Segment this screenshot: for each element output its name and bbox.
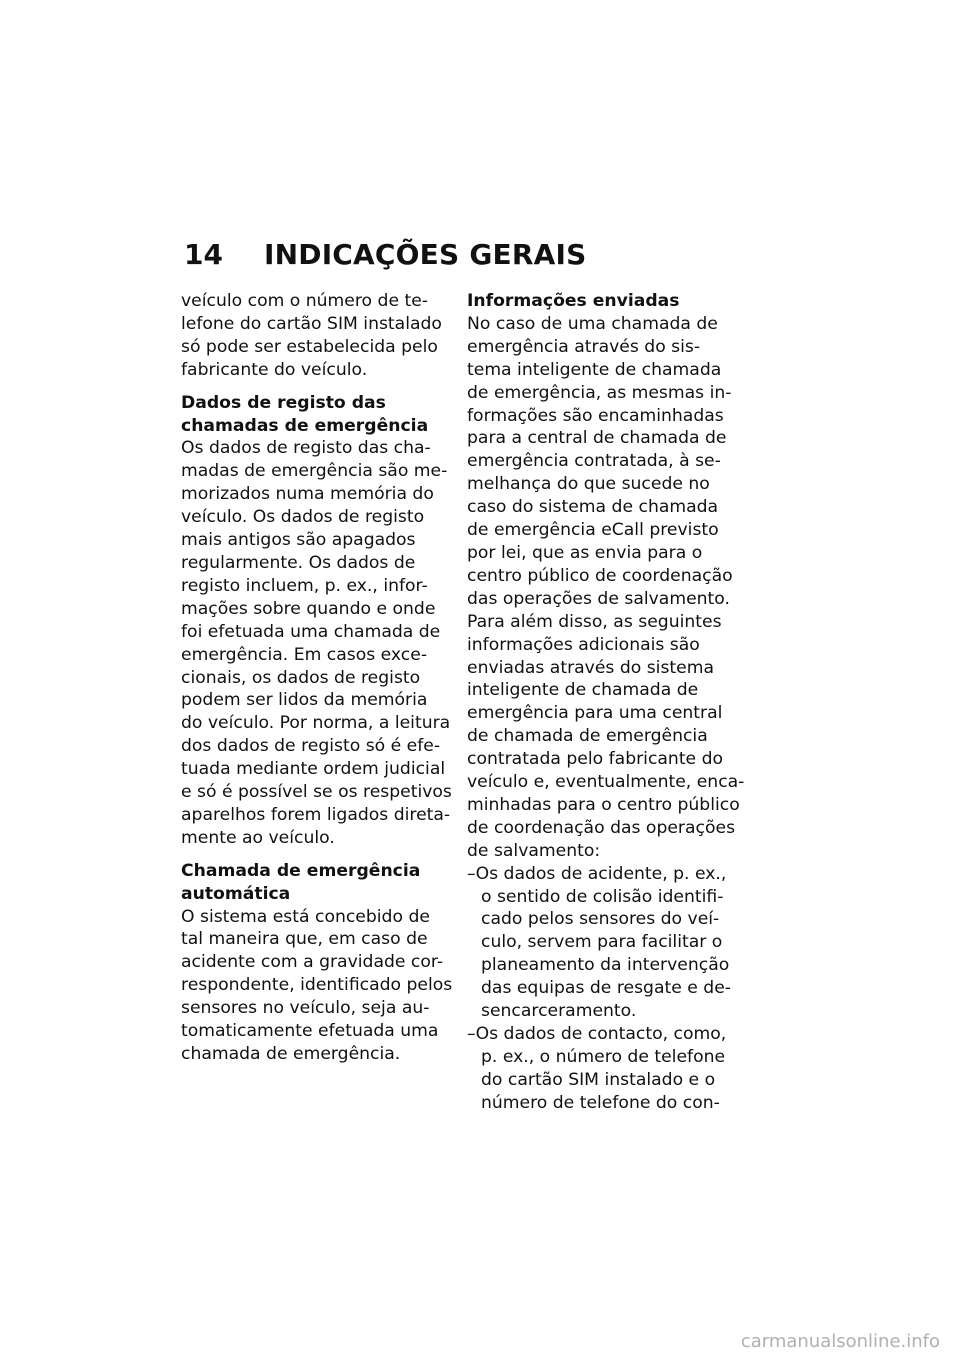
- intro-paragraph: veículo com o número de te- lefone do cartão SIM instalado só pode ser estabelecida pelo fabricante do veículo.: [181, 291, 442, 380]
- right-column: [467, 290, 745, 1115]
- section-body-registo: Os dados de registo das cha- madas de emergência são me- morizados numa memória do veículo. Os dados de registo mais antigos são apagados regularmente. Os dados de registo incluem, p. ex., infor- mações sobre quando e onde foi efetuada uma chamada de emergência. Em casos exce- cionais, os dados de registo podem ser lidos da memória do veículo. Por norma, a leitura dos dados de registo só é efe- tuada mediante ordem judicial e só é possível se os respetivos aparelhos forem ligados direta- mente ao veículo.: [181, 438, 452, 848]
- section-body-chamada-automatica: O sistema está concebido de tal maneira que, em caso de acidente com a gravidade cor- respondente, identificado pelos sensores no veículo, seja au- tomaticamente efetuada uma chamada de emergência.: [181, 906, 453, 1064]
- chapter-number: 14: [184, 238, 223, 271]
- footer-watermark: carmanualsonline.info: [740, 1331, 940, 1352]
- page-header: [184, 238, 586, 271]
- chapter-title: INDICAÇÕES GERAIS: [264, 238, 587, 271]
- list-item: –Os dados de contacto, como, p. ex., o número de telefone do cartão SIM instalado e o número de telefone do con-: [467, 1024, 727, 1113]
- section-heading-chamada-automatica: Chamada de emergência automática: [181, 860, 421, 904]
- section-body-informacoes: No caso de uma chamada de emergência através do sis- tema inteligente de chamada de emergência, as mesmas in- formações são encaminhadas para a central de chamada de emergência contratada, à se- melhança do que sucede no caso do sistema de chamada de emergência eCall previsto por lei, que as envia para o centro público de coordenação das operações de salvamento. Para além disso, as seguintes informações adicionais são enviadas através do sistema inteligente de chamada de emergência para uma central de chamada de emergência contratada pelo fabricante do veículo e, eventualmente, enca- minhadas para o centro público de coordenação das operações de salvamento:: [467, 313, 745, 861]
- left-column: [181, 290, 453, 1066]
- list-item: –Os dados de acidente, p. ex., o sentido de colisão identifi- cado pelos sensores do veí- culo, servem para facilitar o planeamento da intervenção das equipas de resgate e de- sencarceramento.: [467, 863, 731, 1022]
- section-heading-informacoes: Informações enviadas: [467, 291, 680, 311]
- section-heading-registo: Dados de registo das chamadas de emergência: [181, 392, 429, 436]
